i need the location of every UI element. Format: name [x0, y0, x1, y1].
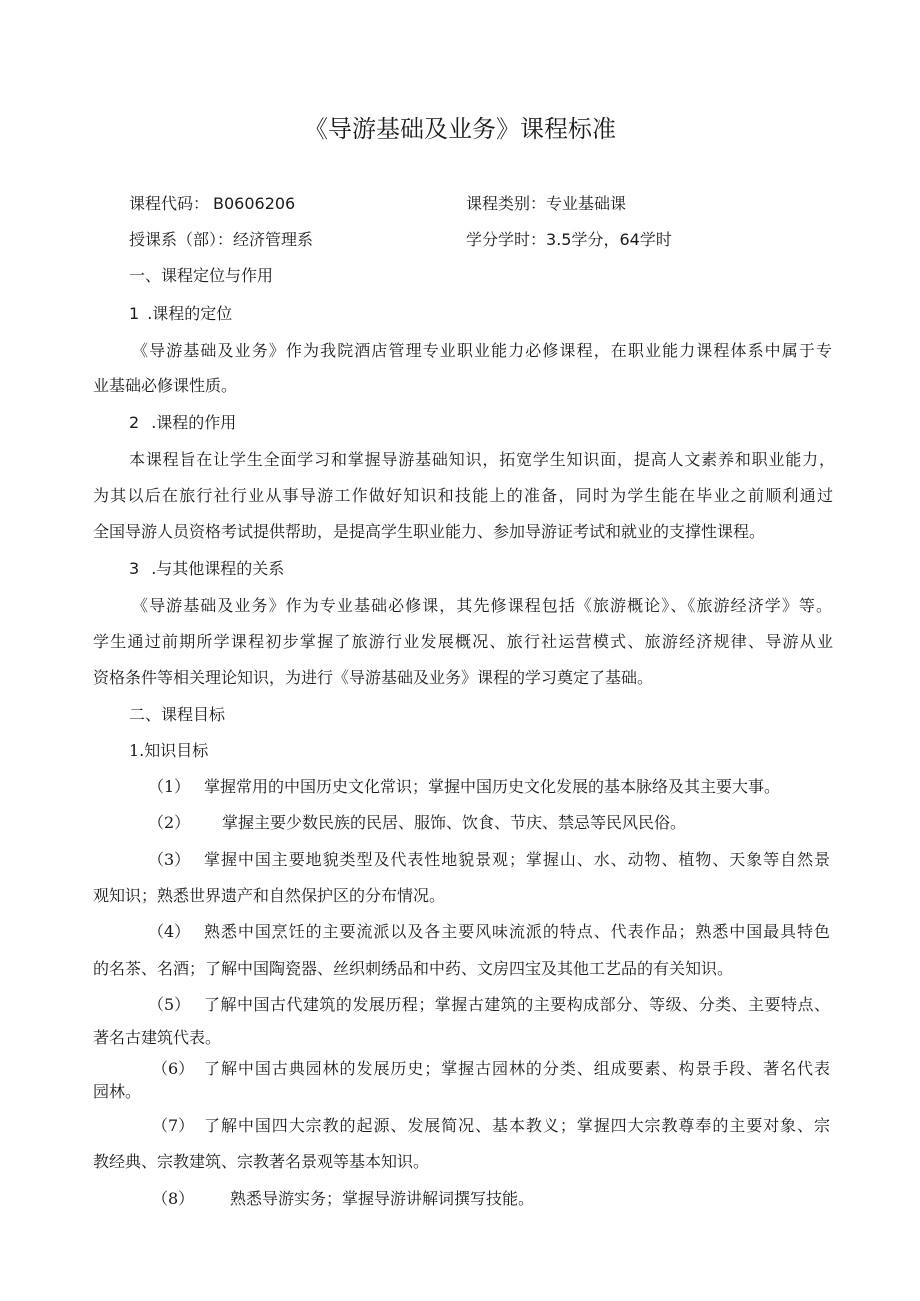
credits-label: 学分学时： [466, 230, 547, 249]
item-line: 著名古建筑代表。 [93, 1028, 222, 1047]
credits-unit: 学分， [571, 230, 620, 249]
item-line: 掌握中国主要地貌类型及代表性地貌景观；掌握山、水、动物、植物、天象等自然景 [204, 850, 830, 869]
section1-sub2-heading [129, 413, 236, 433]
section2-sub1-heading: 1.知识目标 [129, 741, 209, 760]
item-line: 了解中国四大宗教的起源、发展简况、基本教义；掌握四大宗教尊奉的主要对象、宗 [204, 1116, 830, 1135]
sub2-title: .课程的作用 [151, 413, 237, 432]
section2-heading: 二、课程目标 [129, 705, 226, 724]
course-code-label: 课程代码： [129, 194, 210, 213]
item-line: 掌握主要少数民族的民居、服饰、饮食、节庆、禁忌等民风民俗。 [222, 813, 687, 832]
sub1-number: 1 [129, 304, 140, 323]
item-line: 掌握常用的中国历史文化常识；掌握中国历史文化发展的基本脉络及其主要大事。 [204, 777, 781, 796]
paragraph-line: 学生通过前期所学课程初步掌握了旅游行业发展概况、旅行社运营模式、旅游经济规律、导游从业 [93, 632, 833, 651]
item-number: （3） [148, 850, 191, 869]
credits-hours [466, 230, 672, 250]
item-number: （5） [148, 995, 191, 1014]
paragraph-line: 本课程旨在让学生全面学习和掌握导游基础知识，拓宽学生知识面，提高人文素养和职业能力， [129, 450, 835, 469]
item-number: （4） [148, 922, 191, 941]
item-number: （2） [148, 813, 191, 832]
sub1-title: .课程的定位 [147, 304, 233, 323]
item-number: （8） [152, 1189, 195, 1208]
sub2-number: 2 [129, 413, 140, 432]
item-line: 教经典、宗教建筑、宗教著名景观等基本知识。 [93, 1152, 430, 1171]
item-line: 园林。 [93, 1082, 142, 1101]
item-number: （6） [152, 1059, 195, 1078]
item-line: 了解中国古代建筑的发展历程；掌握古建筑的主要构成部分、等级、分类、主要特点、 [204, 995, 830, 1014]
section1-sub3-heading [129, 559, 284, 579]
item-line: 熟悉中国烹饪的主要流派以及各主要风味流派的特点、代表作品；熟悉中国最具特色 [204, 922, 830, 941]
credits-value: 3.5 [546, 230, 572, 249]
paragraph-line: 资格条件等相关理论知识，为进行《导游基础及业务》课程的学习奠定了基础。 [93, 668, 654, 687]
item-number: （1） [148, 777, 191, 796]
sub3-title: .与其他课程的关系 [151, 559, 285, 578]
paragraph-line: 为其以后在旅行社行业从事导游工作做好知识和技能上的准备，同时为学生能在毕业之前顺利通过 [93, 486, 833, 505]
hours-value: 64 [619, 230, 640, 249]
item-line: 熟悉导游实务；掌握导游讲解词撰写技能。 [230, 1189, 535, 1208]
paragraph-line: 全国导游人员资格考试提供帮助，是提高学生职业能力、参加导游证考试和就业的支撑性课程。 [93, 522, 766, 541]
department: 授课系（部）：经济管理系 [129, 230, 314, 249]
section1-sub1-heading [129, 304, 232, 324]
item-line: 观知识；熟悉世界遗产和自然保护区的分布情况。 [93, 886, 446, 905]
course-code-value: B0606206 [213, 194, 296, 213]
course-type: 课程类别：专业基础课 [466, 194, 627, 213]
hours-unit: 学时 [639, 230, 672, 249]
item-line: 的名茶、名酒；了解中国陶瓷器、丝织刺绣品和中药、文房四宝及其他工艺品的有关知识。 [93, 959, 734, 978]
sub3-number: 3 [129, 559, 140, 578]
paragraph-line: 业基础必修课性质。 [93, 376, 238, 395]
paragraph-line: 《导游基础及业务》作为专业基础必修课，其先修课程包括《旅游概论》、《旅游经济学》等。 [132, 596, 832, 615]
paragraph-line: 《导游基础及业务》作为我院酒店管理专业职业能力必修课程，在职业能力课程体系中属于专 [132, 341, 832, 360]
item-line: 了解中国古典园林的发展历史；掌握古园林的分类、组成要素、构景手段、著名代表 [204, 1059, 830, 1078]
item-number: （7） [152, 1116, 195, 1135]
section1-heading: 一、课程定位与作用 [129, 266, 274, 285]
document-title: 《导游基础及业务》课程标准 [304, 115, 616, 143]
